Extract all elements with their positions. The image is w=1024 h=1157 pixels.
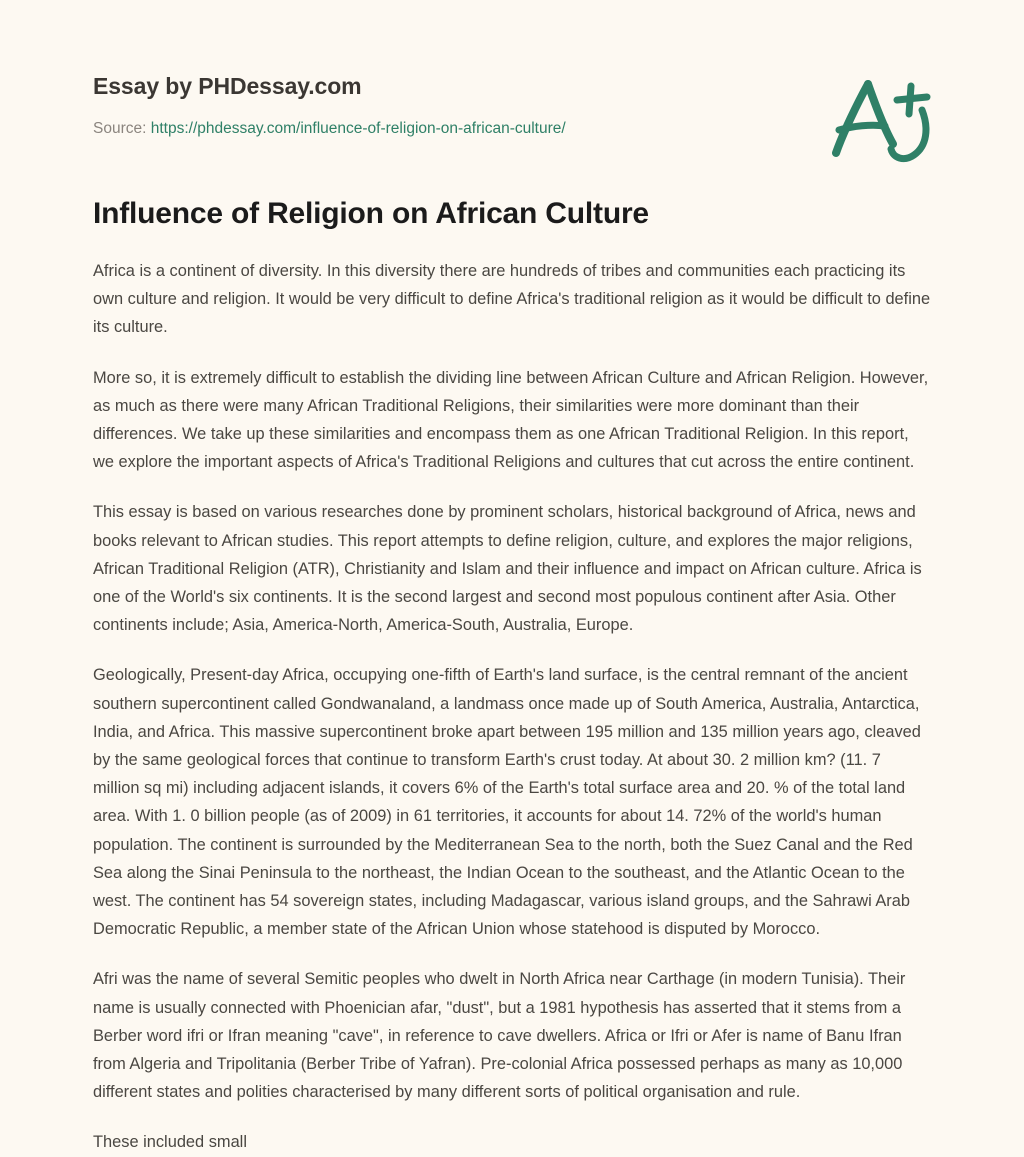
paragraph: This essay is based on various researches done by prominent scholars, historical background of Africa, news and books relevant to African studies. This report attempts to define religion, culture, and explores the major religions, African Traditional Religion (ATR), Christianity and Islam and their influence and impact on African culture. Africa is one of the World's six continents. It is the second largest and second most populous continent after Asia. Other continents include; Asia, America-North, America-South, Australia, Europe. — [93, 503, 922, 635]
source-url-link[interactable]: https://phdessay.com/influence-of-religion-on-african-culture/ — [150, 120, 566, 137]
paragraph: Africa is a continent of diversity. In this diversity there are hundreds of tribes and communities each practicing its own culture and religion. It would be very difficult to define Africa's traditional religion as it would be difficult to define its culture. — [93, 262, 931, 337]
essay-body — [93, 233, 931, 1157]
brand-title: Essay by PHDessay.com — [93, 73, 362, 99]
paragraph: Afri was the name of several Semitic peoples who dwelt in North Africa near Carthage (in modern Tunisia). Their name is usually connected with Phoenician afar, "dust", but a 1981 hypothesis has asserted that it stems from a Berber word ifri or Ifran meaning "cave", in reference to cave dwellers. Africa or Ifri or Afer is name of Banu Ifran from Algeria and Tripolitania (Berber Tribe of Yafran). Pre-colonial Africa possessed perhaps as many as 10,000 different states and polities characterised by many different sorts of political organisation and rule. — [93, 970, 906, 1102]
page-title: Influence of Religion on African Culture — [93, 197, 649, 230]
a-plus-logo-icon — [819, 70, 939, 170]
paragraph: These included small — [93, 1133, 247, 1152]
source-label: Source: — [93, 120, 147, 137]
paragraph: Geologically, Present-day Africa, occupying one-fifth of Earth's land surface, is the central remnant of the ancient southern supercontinent called Gondwanaland, a landmass once made up of South America, Australia, Antarctica, India, and Africa. This massive supercontinent broke apart between 195 million and 135 million years ago, cleaved by the same geological forces that continue to transform Earth's crust today. At about 30. 2 million km? (11. 7 million sq mi) including adjacent islands, it covers 6% of the Earth's total surface area and 20. % of the total land area. With 1. 0 billion people (as of 2009) in 61 territories, it accounts for about 14. 72% of the world's human population. The continent is surrounded by the Mediterranean Sea to the north, both the Suez Canal and the Red Sea along the Sinai Peninsula to the northeast, the Indian Ocean to the southeast, and the Atlantic Ocean to the west. The continent has 54 sovereign states, including Madagascar, various island groups, and the Sahrawi Arab Democratic Republic, a member state of the African Union whose statehood is disputed by Morocco. — [93, 666, 921, 939]
page-header — [93, 0, 931, 139]
source-line — [93, 118, 931, 139]
paragraph: More so, it is extremely difficult to establish the dividing line between African Culture and African Religion. However, as much as there were many African Traditional Religions, their similarities were more dominant than their differences. We take up these similarities and encompass them as one African Traditional Religion. In this report, we explore the important aspects of Africa's Traditional Religions and cultures that cut across the entire continent. — [93, 368, 929, 472]
